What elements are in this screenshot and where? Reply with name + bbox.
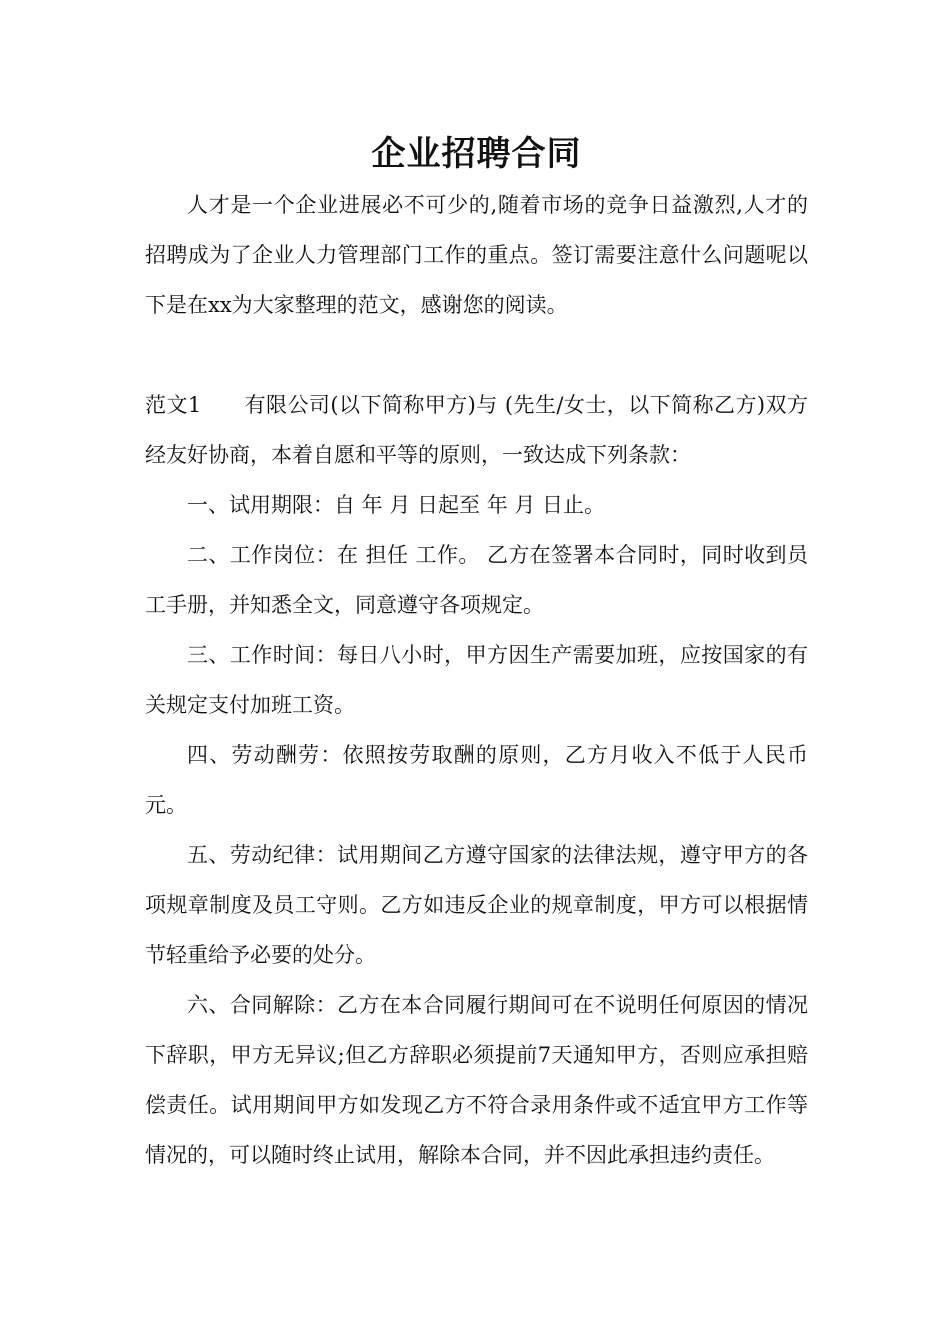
document-page (145, 128, 808, 1180)
intro-paragraph: 人才是一个企业进展必不可少的,随着市场的竞争日益激烈,人才的招聘成为了企业人力管理部门工作的重点。签订需要注意什么问题呢以下是在xx为大家整理的范文，感谢您的阅读。 (145, 193, 808, 317)
clause-2-paragraph: 二、工作岗位：在 担任 工作。 乙方在签署本合同时，同时收到员工手册，并知悉全文，同意遵守各项规定。 (145, 543, 808, 617)
clause-4-paragraph: 四、劳动酬劳：依照按劳取酬的原则，乙方月收入不低于人民币 元。 (145, 743, 808, 817)
clause-3-paragraph: 三、工作时间：每日八小时，甲方因生产需要加班，应按国家的有关规定支付加班工资。 (145, 643, 808, 717)
clause-5-paragraph: 五、劳动纪律：试用期间乙方遵守国家的法律法规，遵守甲方的各项规章制度及员工守则。乙方如违反企业的规章制度，甲方可以根据情节轻重给予必要的处分。 (145, 843, 808, 967)
clause-1-paragraph: 一、试用期限：自 年 月 日起至 年 月 日止。 (187, 493, 606, 517)
sample-heading-paragraph: 范文1 有限公司(以下简称甲方)与 (先生/女士，以下简称乙方)双方经友好协商，本着自愿和平等的原则，一致达成下列条款： (145, 393, 808, 467)
clause-6-paragraph: 六、合同解除：乙方在本合同履行期间可在不说明任何原因的情况下辞职，甲方无异议;但乙方辞职必须提前7天通知甲方，否则应承担赔偿责任。试用期间甲方如发现乙方不符合录用条件或不适宜甲方工作等情况的，可以随时终止试用，解除本合同，并不因此承担违约责任。 (145, 993, 808, 1167)
document-title: 企业招聘合同 (371, 134, 582, 174)
